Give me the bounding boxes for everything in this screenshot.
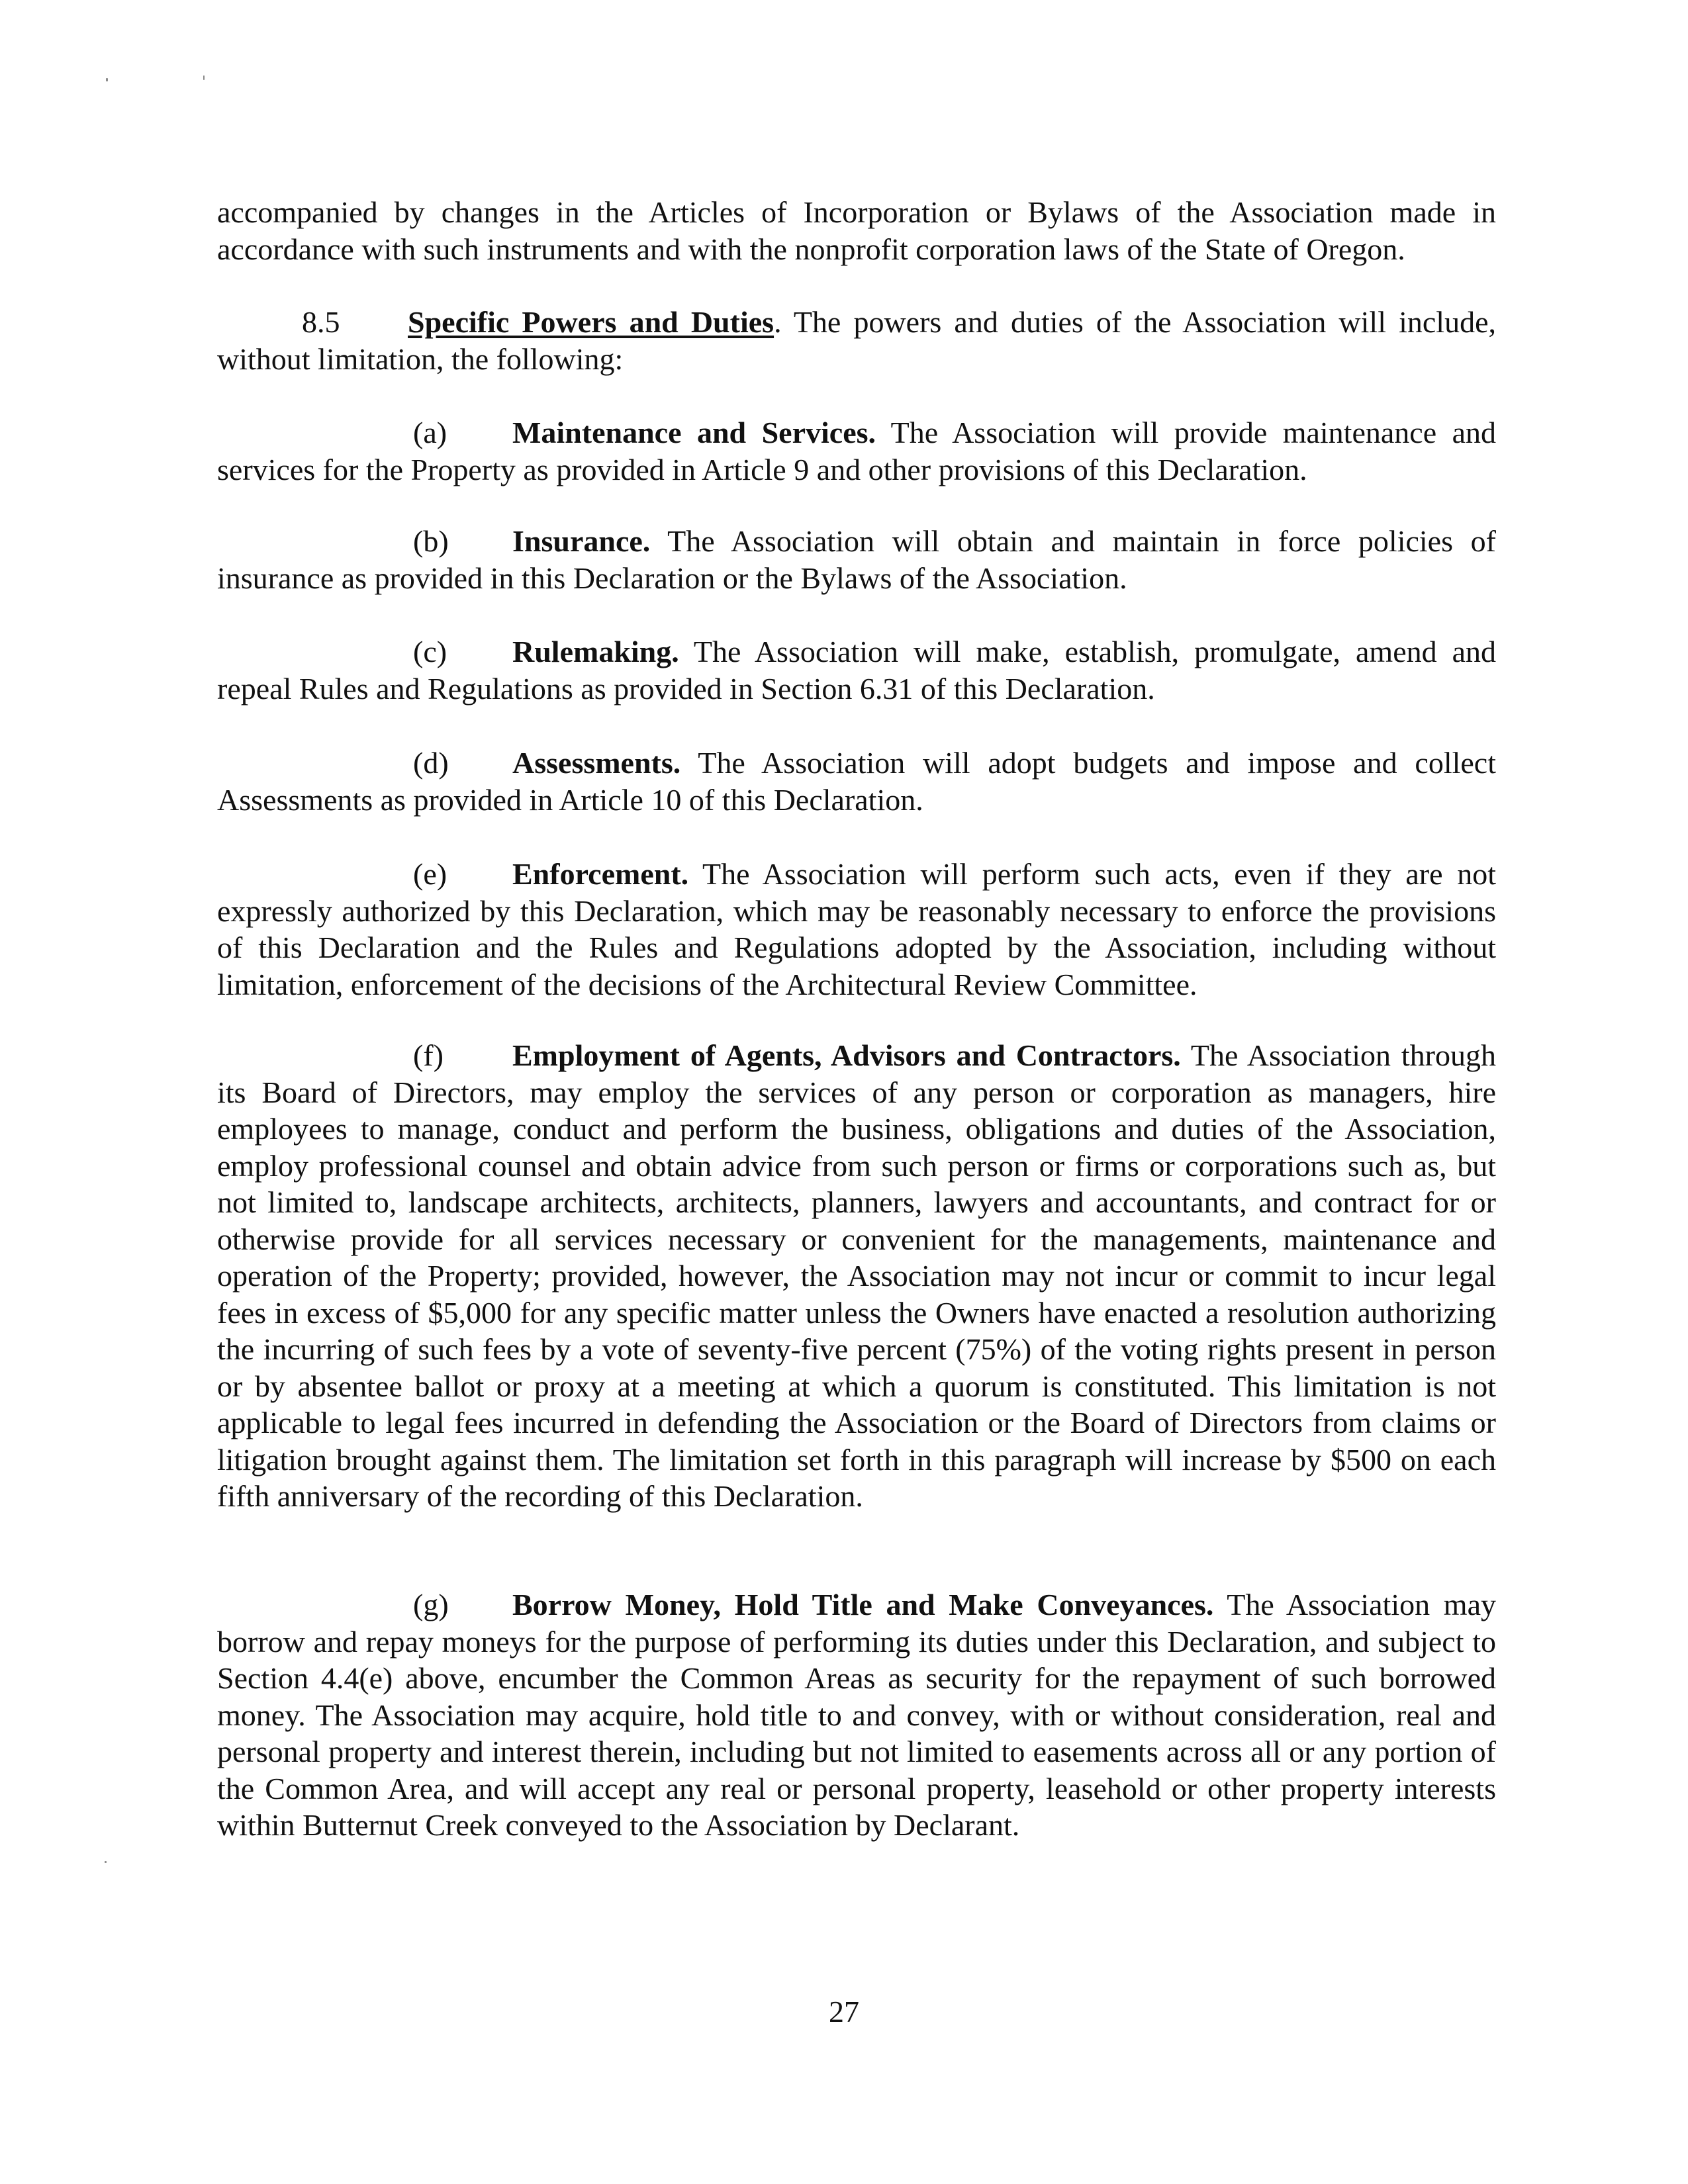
item-heading: Employment of Agents, Advisors and Contractors.	[512, 1038, 1181, 1072]
section-heading: Specific Powers and Duties	[408, 305, 774, 339]
page-number: 27	[829, 1995, 859, 2028]
item-g-paragraph	[217, 1586, 1496, 1844]
item-e-paragraph	[217, 856, 1496, 1003]
item-letter: (g)	[413, 1588, 449, 1621]
item-letter: (c)	[413, 635, 447, 668]
item-body: The Association will obtain and maintain in force policies of insurance as provided in this Declaration or the Bylaws of the Association.	[217, 524, 1496, 595]
item-body: The Association through its Board of Directors, may employ the services of any person or corporation as managers, hire employees to manage, conduct and perform the business, obligations and duties of the Association, employ professional counsel and obtain advice from such person or firms or corporations such as, but not limited to, landscape architects, architects, planners, lawyers and accountants, and contract for or otherwise provide for all services necessary or convenient for the managements, maintenance and operation of the Property; provided, however, the Association may not incur or commit to incur legal fees in excess of $5,000 for any specific matter unless the Owners have enacted a resolution authorizing the incurring of such fees by a vote of seventy-five percent (75%) of the voting rights present in person or by absentee ballot or proxy at a meeting at which a quorum is constituted. This limitation is not applicable to legal fees incurred in defending the Association or the Board of Directors from claims or litigation brought against them. The limitation set forth in this paragraph will increase by $500 on each fifth anniversary of the recording of this Declaration.	[217, 1038, 1496, 1513]
item-f-paragraph	[217, 1037, 1496, 1515]
item-letter: (e)	[413, 857, 447, 891]
item-letter: (b)	[413, 524, 449, 558]
item-body: The Association will adopt budgets and impose and collect Assessments as provided in Article 10 of this Declaration.	[217, 746, 1496, 817]
item-heading: Rulemaking.	[512, 635, 679, 668]
item-letter: (a)	[413, 416, 447, 449]
item-body: The Association will make, establish, promulgate, amend and repeal Rules and Regulations as provided in Section 6.31 of this Declaration.	[217, 635, 1496, 705]
item-body: The Association may borrow and repay moneys for the purpose of performing its duties under this Declaration, and subject to Section 4.4(e) above, encumber the Common Areas as security for the repayment of such borrowed money. The Association may acquire, hold title to and convey, with or without consideration, real and personal property and interest therein, including but not limited to easements across all or any portion of the Common Area, and will accept any real or personal property, leasehold or other property interests within Butternut Creek conveyed to the Association by Declarant.	[217, 1588, 1496, 1842]
item-heading: Enforcement.	[512, 857, 689, 891]
item-body: The Association will perform such acts, even if they are not expressly authorized by this Declaration, which may be reasonably necessary to enforce the provisions of this Declaration and the Rules and Regulations adopted by the Association, including without limitation, enforcement of the decisions of the Architectural Review Committee.	[217, 857, 1496, 1001]
scan-speck	[105, 1861, 107, 1863]
item-d-paragraph	[217, 745, 1496, 818]
item-a-paragraph	[217, 414, 1496, 488]
section-8-5-paragraph	[217, 304, 1496, 377]
item-letter: (d)	[413, 746, 449, 780]
item-heading: Borrow Money, Hold Title and Make Conveyances.	[512, 1588, 1214, 1621]
scan-speck	[106, 78, 108, 81]
item-heading: Assessments.	[512, 746, 681, 780]
item-letter: (f)	[413, 1038, 444, 1072]
item-c-paragraph	[217, 633, 1496, 707]
intro-paragraph	[217, 194, 1496, 267]
intro-paragraph-text: accompanied by changes in the Articles of Incorporation or Bylaws of the Association made in accordance with such instruments and with the nonprofit corporation laws of the State of Oregon.	[217, 195, 1496, 266]
item-b-paragraph	[217, 523, 1496, 596]
section-number: 8.5	[302, 305, 340, 339]
item-body: The Association will provide maintenance and services for the Property as provided in Article 9 and other provisions of this Declaration.	[217, 416, 1497, 486]
item-heading: Maintenance and Services.	[512, 416, 876, 449]
section-body: . The powers and duties of the Association will include, without limitation, the following:	[217, 305, 1496, 376]
scan-speck	[203, 75, 205, 80]
item-heading: Insurance.	[512, 524, 651, 558]
